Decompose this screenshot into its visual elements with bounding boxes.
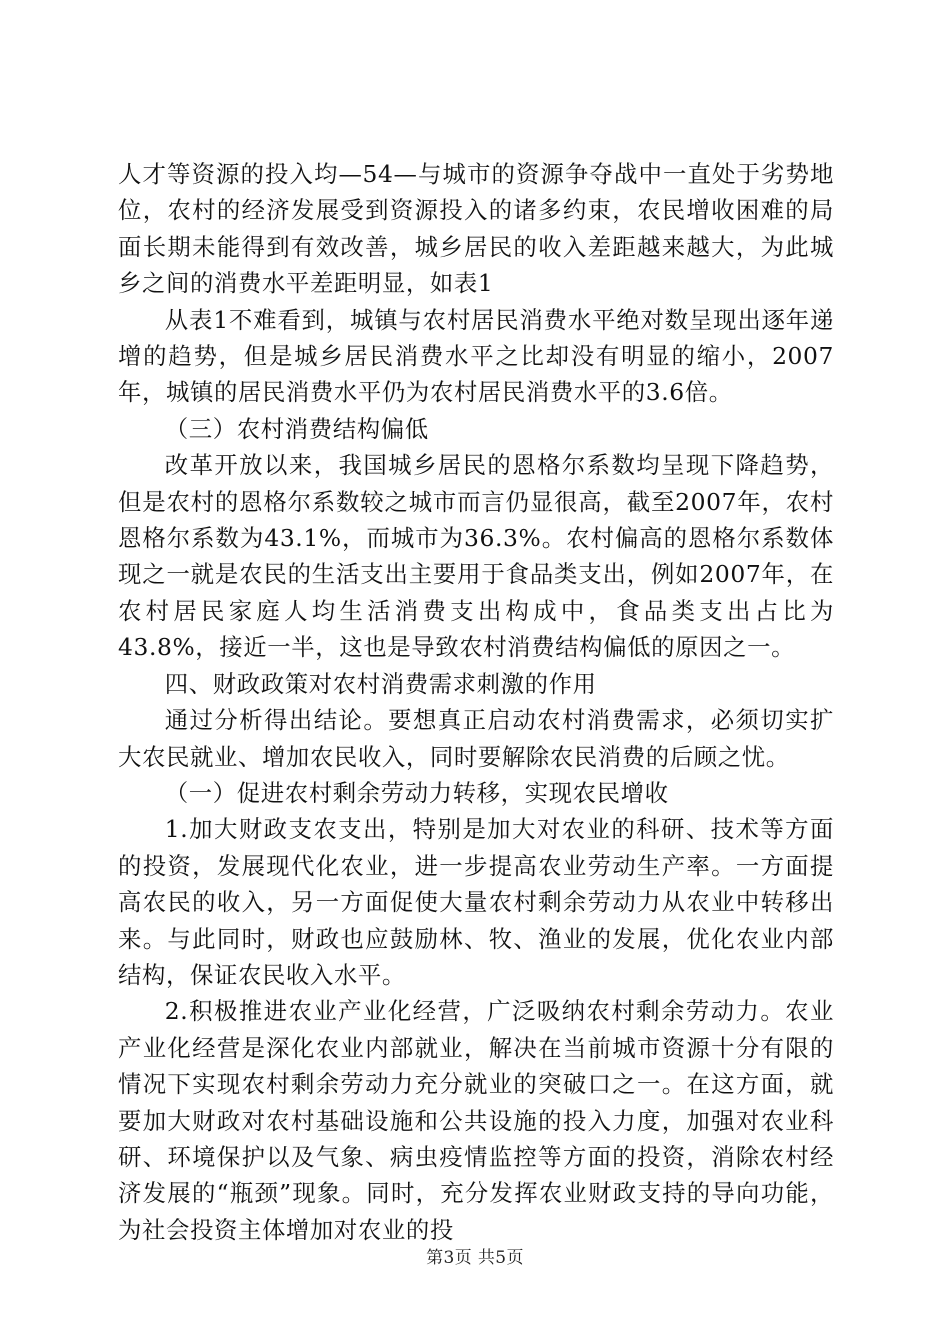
section-heading-fiscal-policy: 四、财政政策对农村消费需求刺激的作用	[164, 669, 597, 698]
paragraph-continuation: 人才等资源的投入均—54—与城市的资源争夺战中一直处于劣势地位，农村的经济发展受到资源投入的诸多约束，农民增收困难的局面长期未能得到有效改善，城乡居民的收入差距越来越大，为此城乡之间的消费水平差距明显，如表1	[118, 160, 834, 298]
paragraph-engel-coefficient: 改革开放以来，我国城乡居民的恩格尔系数均呈现下降趋势，但是农村的恩格尔系数较之城市而言仍显很高，截至2007年，农村恩格尔系数为43.1%，而城市为36.3%。农村偏高的恩格尔系数体现之一就是农民的生活支出主要用于食品类支出，例如2007年，在农村居民家庭人均生活消费支出构成中，食品类支出占比为43.8%，接近一半，这也是导致农村消费结构偏低的原因之一。	[118, 451, 834, 662]
paragraph-item-1: 1.加大财政支农支出，特别是加大对农业的科研、技术等方面的投资，发展现代化农业，进一步提高农业劳动生产率。一方面提高农民的收入，另一方面促使大量农村剩余劳动力从农业中转移出来。与此同时，财政也应鼓励林、牧、渔业的发展，优化农业内部结构，保证农民收入水平。	[118, 815, 834, 989]
paragraph-item-2: 2.积极推进农业产业化经营，广泛吸纳农村剩余劳动力。农业产业化经营是深化农业内部就业，解决在当前城市资源十分有限的情况下实现农村剩余劳动力充分就业的突破口之一。在这方面，就要加大财政对农村基础设施和公共设施的投入力度，加强对农业科研、环境保护以及气象、病虫疫情监控等方面的投资，消除农村经济发展的“瓶颈”现象。同时，充分发挥农业财政支持的导向功能，为社会投资主体增加对农业的投	[118, 997, 834, 1244]
paragraph-conclusion: 通过分析得出结论。要想真正启动农村消费需求，必须切实扩大农民就业、增加农民收入，同时要解除农民消费的后顾之忧。	[118, 706, 834, 771]
page-number-footer: 第3页 共5页	[426, 1248, 524, 1268]
paragraph-consumption-gap: 从表1不难看到，城镇与农村居民消费水平绝对数呈现出逐年递增的趋势，但是城乡居民消费水平之比却没有明显的缩小，2007年，城镇的居民消费水平仍为农村居民消费水平的3.6倍。	[118, 305, 834, 407]
document-body	[118, 156, 834, 1248]
section-heading-consumption-structure: （三）农村消费结构偏低	[164, 414, 429, 443]
section-heading-labor-transfer: （一）促进农村剩余劳动力转移，实现农民增收	[164, 778, 669, 807]
